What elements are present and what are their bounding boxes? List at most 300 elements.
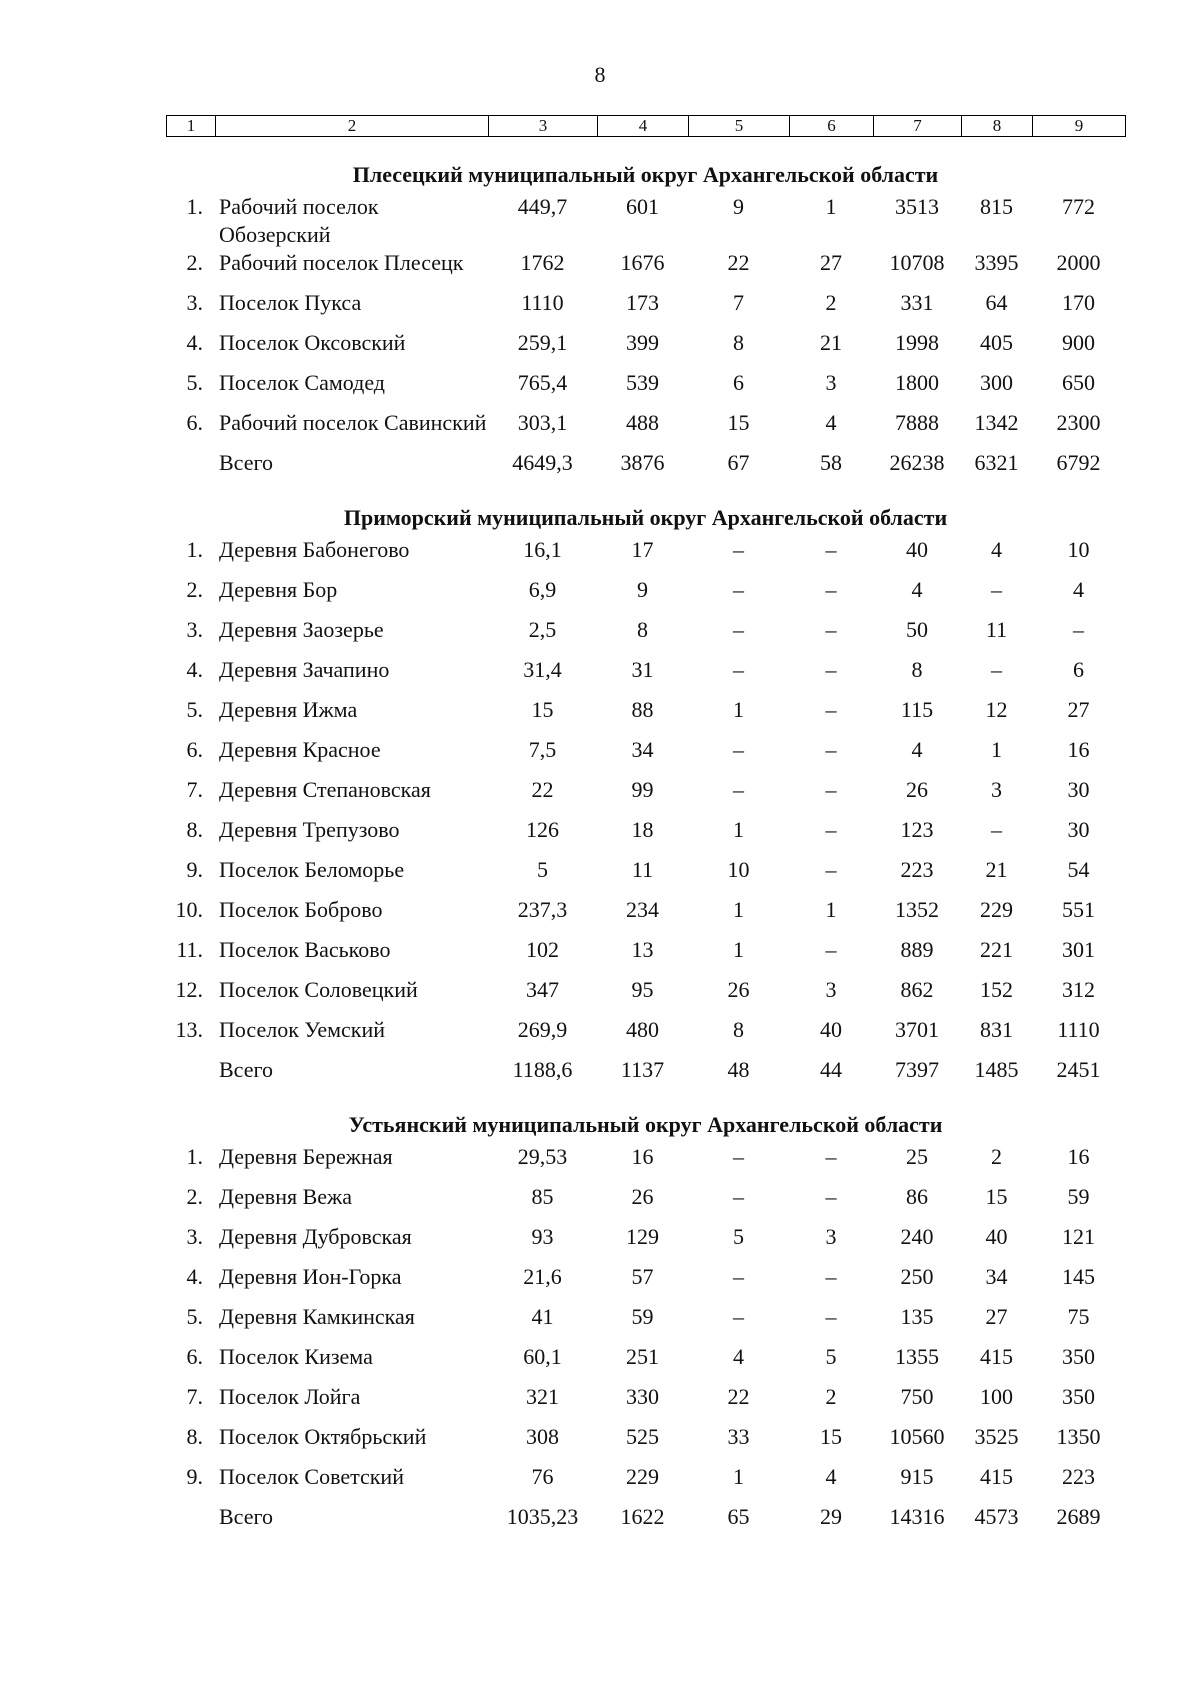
settlement-name: Поселок Уемский: [219, 1017, 386, 1042]
table-row: [166, 1263, 1125, 1303]
table-row: [166, 409, 1125, 449]
cell-col-8: 6321: [974, 450, 1019, 475]
cell-col-6: 21: [820, 330, 842, 355]
column-number-cell: 6: [790, 116, 874, 137]
cell-col-8: 4573: [974, 1504, 1019, 1529]
row-index: 3.: [186, 1224, 203, 1249]
cell-col-6: –: [825, 1184, 837, 1209]
cell-col-3: 308: [526, 1424, 559, 1449]
cell-col-4: 251: [626, 1344, 659, 1369]
district-section: [166, 160, 1125, 489]
table-row: [166, 1223, 1125, 1263]
cell-col-6: –: [825, 1144, 837, 1169]
row-index: 5.: [186, 1304, 203, 1329]
cell-col-3: 31,4: [523, 657, 562, 682]
cell-col-4: 88: [631, 697, 654, 722]
cell-col-6: –: [825, 1304, 837, 1329]
cell-col-8: 27: [985, 1304, 1008, 1329]
cell-col-7: 10560: [889, 1424, 945, 1449]
cell-col-5: 22: [727, 250, 750, 275]
cell-col-6: –: [825, 777, 837, 802]
cell-col-9: 27: [1067, 697, 1090, 722]
cell-col-7: 750: [900, 1384, 934, 1409]
cell-col-4: 99: [631, 777, 654, 802]
cell-col-3: 29,53: [517, 1144, 568, 1169]
cell-col-9: 551: [1062, 897, 1095, 922]
cell-col-9: 1110: [1057, 1017, 1100, 1042]
cell-col-8: 3395: [974, 250, 1019, 275]
cell-col-3: 321: [526, 1384, 559, 1409]
cell-col-5: –: [733, 657, 744, 682]
cell-col-9: 16: [1067, 737, 1090, 762]
settlement-name: Деревня Ижма: [219, 697, 358, 722]
cell-col-5: 4: [733, 1344, 744, 1369]
cell-col-7: 123: [900, 817, 934, 842]
cell-col-8: 831: [980, 1017, 1013, 1042]
cell-col-8: 152: [980, 977, 1013, 1002]
table-row: [166, 536, 1125, 576]
row-index: [166, 1503, 215, 1543]
cell-col-3: 765,4: [517, 370, 568, 395]
cell-col-7: 1355: [895, 1344, 939, 1369]
settlement-name: Поселок Лойга: [219, 1384, 361, 1409]
cell-col-4: 488: [626, 410, 659, 435]
total-row: [166, 1056, 1125, 1096]
cell-col-3: 126: [526, 817, 559, 842]
settlement-name: Деревня Вежа: [219, 1184, 352, 1209]
cell-col-3: 7,5: [528, 737, 557, 762]
cell-col-9: 54: [1067, 857, 1090, 882]
cell-col-7: 40: [906, 537, 928, 562]
cell-col-5: 10: [727, 857, 750, 882]
table-row: [166, 249, 1125, 289]
column-number-cell: 4: [598, 116, 689, 137]
cell-col-4: 59: [631, 1304, 654, 1329]
column-number-cell: 8: [962, 116, 1033, 137]
table-row: [166, 896, 1125, 936]
settlement-name: Деревня Красное: [219, 737, 381, 762]
cell-col-3: 303,1: [517, 410, 568, 435]
cell-col-8: 21: [985, 857, 1008, 882]
cell-col-7: 915: [900, 1464, 934, 1489]
cell-col-5: 67: [727, 450, 750, 475]
row-index: [166, 1056, 215, 1096]
cell-col-5: –: [733, 1304, 744, 1329]
row-index: 5.: [186, 370, 203, 395]
settlement-name: Поселок Кизема: [219, 1344, 373, 1369]
table-row: [166, 816, 1125, 856]
settlement-name: Деревня Заозерье: [219, 617, 384, 642]
cell-col-7: 1998: [895, 330, 939, 355]
row-index: 12.: [175, 977, 203, 1002]
page-number: 8: [594, 62, 606, 87]
cell-col-8: 64: [985, 290, 1008, 315]
cell-col-3: 16,1: [523, 537, 562, 562]
settlement-name: Деревня Ион-Горка: [219, 1264, 402, 1289]
row-index: 5.: [186, 697, 203, 722]
cell-col-5: –: [733, 1184, 744, 1209]
cell-col-6: –: [825, 537, 837, 562]
cell-col-8: 11: [985, 617, 1008, 642]
cell-col-6: 29: [820, 1504, 842, 1529]
table-row: [166, 576, 1125, 616]
cell-col-8: 221: [980, 937, 1013, 962]
cell-col-9: 6: [1073, 657, 1084, 682]
cell-col-4: 1137: [620, 1057, 665, 1082]
cell-col-7: 26238: [889, 450, 945, 475]
cell-col-8: 229: [980, 897, 1013, 922]
cell-col-5: –: [733, 537, 744, 562]
table-row: [166, 656, 1125, 696]
settlement-name: Поселок Самодед: [219, 370, 385, 395]
table-row: [166, 1303, 1125, 1343]
district-section: [166, 503, 1125, 1096]
row-index: 9.: [186, 1464, 203, 1489]
cell-col-6: 2: [825, 1384, 837, 1409]
row-index: 2.: [186, 250, 203, 275]
cell-col-4: 129: [626, 1224, 659, 1249]
cell-col-6: 1: [825, 194, 837, 219]
cell-col-5: 33: [727, 1424, 750, 1449]
table-row: [166, 1143, 1125, 1183]
table-row: [166, 1343, 1125, 1383]
cell-col-9: 301: [1062, 937, 1095, 962]
cell-col-9: 2000: [1056, 250, 1101, 275]
table-row: [166, 1383, 1125, 1423]
cell-col-5: 8: [733, 1017, 744, 1042]
table-row: [166, 193, 1125, 249]
cell-col-7: 8: [911, 657, 923, 682]
cell-col-3: 1762: [520, 250, 565, 275]
cell-col-9: 170: [1062, 290, 1095, 315]
cell-col-4: 601: [626, 194, 659, 219]
cell-col-7: 1352: [895, 897, 939, 922]
cell-col-5: 1: [733, 697, 744, 722]
cell-col-7: 25: [906, 1144, 928, 1169]
cell-col-8: 4: [991, 537, 1002, 562]
cell-col-3: 1188,6: [512, 1057, 573, 1082]
settlement-name: Поселок Советский: [219, 1464, 404, 1489]
cell-col-4: 399: [626, 330, 659, 355]
cell-col-9: 6792: [1056, 450, 1101, 475]
cell-col-3: 102: [526, 937, 559, 962]
cell-col-8: 405: [980, 330, 1013, 355]
settlement-name: Деревня Дубровская: [219, 1224, 412, 1249]
cell-col-3: 93: [531, 1224, 554, 1249]
cell-col-6: –: [825, 1264, 837, 1289]
cell-col-3: 347: [526, 977, 559, 1002]
cell-col-4: 13: [631, 937, 654, 962]
cell-col-6: –: [825, 697, 837, 722]
row-index: 1.: [186, 537, 203, 562]
table-row: [166, 329, 1125, 369]
cell-col-7: 889: [900, 937, 934, 962]
cell-col-4: 8: [637, 617, 648, 642]
cell-col-4: 17: [631, 537, 654, 562]
cell-col-8: 1485: [974, 1057, 1019, 1082]
district-section: [166, 1110, 1125, 1543]
cell-col-4: 539: [626, 370, 659, 395]
cell-col-6: 3: [825, 977, 837, 1002]
cell-col-5: 5: [733, 1224, 744, 1249]
settlement-name: Всего: [219, 1057, 273, 1082]
table-row: [166, 776, 1125, 816]
cell-col-4: 57: [631, 1264, 654, 1289]
cell-col-7: 14316: [889, 1504, 945, 1529]
column-number-cell: 3: [489, 116, 598, 137]
document-body: [166, 146, 1125, 1543]
row-index: 6.: [186, 410, 203, 435]
cell-col-8: 1342: [974, 410, 1019, 435]
cell-col-7: 7397: [895, 1057, 939, 1082]
cell-col-9: 121: [1062, 1224, 1095, 1249]
table-row: [166, 856, 1125, 896]
settlement-name: Рабочий поселок Плесецк: [219, 250, 464, 275]
cell-col-7: 3513: [895, 194, 939, 219]
cell-col-8: –: [991, 817, 1002, 842]
cell-col-6: 58: [820, 450, 842, 475]
cell-col-5: –: [733, 777, 744, 802]
row-index: 6.: [186, 737, 203, 762]
cell-col-8: 100: [980, 1384, 1013, 1409]
row-index: 10.: [175, 897, 203, 922]
cell-col-5: 7: [733, 290, 744, 315]
cell-col-6: –: [825, 937, 837, 962]
cell-col-9: 350: [1062, 1344, 1095, 1369]
settlement-name: Деревня Трепузово: [219, 817, 400, 842]
cell-col-5: –: [733, 1144, 744, 1169]
cell-col-3: 4649,3: [512, 450, 573, 475]
cell-col-7: 3701: [895, 1017, 939, 1042]
cell-col-8: 1: [991, 737, 1002, 762]
section-title: Приморский муниципальный округ Архангельской области: [343, 505, 948, 530]
cell-col-6: 3: [825, 370, 837, 395]
cell-col-8: 2: [991, 1144, 1002, 1169]
total-row: [166, 1503, 1125, 1543]
cell-col-4: 31: [631, 657, 654, 682]
settlement-name: Поселок Боброво: [219, 897, 383, 922]
cell-col-3: 6,9: [528, 577, 557, 602]
cell-col-7: 4: [911, 737, 923, 762]
cell-col-6: 40: [820, 1017, 842, 1042]
cell-col-9: 350: [1062, 1384, 1095, 1409]
settlement-name: Деревня Камкинская: [219, 1304, 415, 1329]
cell-col-5: 9: [733, 194, 744, 219]
cell-col-8: 12: [985, 697, 1008, 722]
cell-col-4: 173: [626, 290, 659, 315]
settlement-name: Деревня Бор: [219, 577, 338, 602]
cell-col-5: 6: [733, 370, 744, 395]
cell-col-4: 18: [631, 817, 654, 842]
column-number-cell: 1: [167, 116, 216, 137]
column-number-cell: 2: [216, 116, 489, 137]
cell-col-6: –: [825, 577, 837, 602]
row-index: 9.: [186, 857, 203, 882]
cell-col-7: 240: [900, 1224, 934, 1249]
cell-col-4: 26: [631, 1184, 654, 1209]
cell-col-7: 10708: [889, 250, 945, 275]
cell-col-4: 34: [631, 737, 654, 762]
table-row: [166, 1423, 1125, 1463]
row-index: 7.: [186, 777, 203, 802]
cell-col-6: 2: [825, 290, 837, 315]
cell-col-8: –: [991, 657, 1002, 682]
cell-col-5: –: [733, 737, 744, 762]
cell-col-3: 449,7: [517, 194, 568, 219]
cell-col-9: 4: [1073, 577, 1084, 602]
cell-col-7: 26: [906, 777, 928, 802]
cell-col-5: –: [733, 1264, 744, 1289]
cell-col-7: 223: [900, 857, 934, 882]
cell-col-5: 48: [727, 1057, 750, 1082]
cell-col-5: 1: [733, 937, 744, 962]
cell-col-6: 15: [820, 1424, 842, 1449]
row-index: 4.: [186, 330, 203, 355]
table-row: [166, 1016, 1125, 1056]
cell-col-5: 15: [727, 410, 750, 435]
cell-col-5: 26: [727, 977, 750, 1002]
cell-col-5: 8: [733, 330, 744, 355]
row-index: 13.: [175, 1017, 203, 1042]
cell-col-6: 5: [825, 1344, 837, 1369]
cell-col-8: –: [991, 577, 1002, 602]
settlement-table: [166, 193, 1125, 489]
cell-col-6: 27: [820, 250, 842, 275]
row-index: 4.: [186, 657, 203, 682]
cell-col-9: 145: [1062, 1264, 1095, 1289]
cell-col-9: 772: [1062, 194, 1095, 219]
cell-col-7: 115: [900, 697, 934, 722]
settlement-name: Поселок Оксовский: [219, 330, 406, 355]
cell-col-3: 21,6: [523, 1264, 562, 1289]
column-number-row: [167, 116, 1126, 137]
cell-col-8: 3525: [974, 1424, 1019, 1449]
cell-col-3: 15: [531, 697, 554, 722]
cell-col-7: 50: [906, 617, 928, 642]
cell-col-4: 11: [631, 857, 654, 882]
cell-col-6: 44: [820, 1057, 842, 1082]
cell-col-3: 22: [531, 777, 554, 802]
settlement-name: Поселок Соловецкий: [219, 977, 418, 1002]
column-number-cell: 5: [689, 116, 790, 137]
settlement-table: [166, 536, 1125, 1096]
cell-col-9: 1350: [1056, 1424, 1101, 1449]
cell-col-6: 4: [825, 1464, 837, 1489]
settlement-name: Поселок Пукса: [219, 290, 362, 315]
cell-col-4: 525: [626, 1424, 659, 1449]
settlement-name: Поселок Беломорье: [219, 857, 405, 882]
table-row: [166, 736, 1125, 776]
column-number-cell: 7: [874, 116, 962, 137]
cell-col-7: 7888: [895, 410, 939, 435]
column-number-cell: 9: [1033, 116, 1126, 137]
row-index: 11.: [176, 937, 203, 962]
cell-col-9: 30: [1067, 817, 1090, 842]
cell-col-3: 269,9: [517, 1017, 568, 1042]
cell-col-3: 5: [537, 857, 548, 882]
cell-col-9: 2300: [1056, 410, 1101, 435]
cell-col-6: –: [825, 737, 837, 762]
cell-col-7: 862: [900, 977, 934, 1002]
table-row: [166, 289, 1125, 329]
settlement-table: [166, 1143, 1125, 1543]
section-title: Плесецкий муниципальный округ Архангельской области: [352, 162, 939, 187]
table-row: [166, 936, 1125, 976]
row-index: 1.: [186, 194, 203, 219]
cell-col-6: 4: [825, 410, 837, 435]
column-number-header: [166, 115, 1126, 137]
cell-col-7: 86: [906, 1184, 928, 1209]
row-index: 6.: [186, 1344, 203, 1369]
cell-col-6: 3: [825, 1224, 837, 1249]
cell-col-9: 312: [1062, 977, 1095, 1002]
cell-col-8: 40: [985, 1224, 1008, 1249]
cell-col-7: 1800: [895, 370, 939, 395]
cell-col-4: 480: [626, 1017, 659, 1042]
row-index: 8.: [186, 1424, 203, 1449]
cell-col-8: 3: [991, 777, 1002, 802]
settlement-name: Деревня Бабонегово: [219, 537, 410, 562]
cell-col-3: 237,3: [517, 897, 568, 922]
cell-col-5: –: [733, 577, 744, 602]
cell-col-3: 76: [531, 1464, 554, 1489]
cell-col-8: 34: [985, 1264, 1008, 1289]
cell-col-8: 15: [985, 1184, 1008, 1209]
settlement-name: Рабочий поселок Обозерский: [219, 194, 379, 247]
settlement-name: Деревня Бережная: [219, 1144, 393, 1169]
cell-col-3: 1110: [521, 290, 564, 315]
cell-col-4: 1622: [620, 1504, 665, 1529]
cell-col-9: 2451: [1056, 1057, 1101, 1082]
cell-col-7: 250: [900, 1264, 934, 1289]
cell-col-5: 65: [727, 1504, 750, 1529]
section-title: Устьянский муниципальный округ Архангельской области: [348, 1112, 943, 1137]
row-index: 2.: [186, 577, 203, 602]
cell-col-4: 9: [637, 577, 648, 602]
table-row: [166, 616, 1125, 656]
cell-col-4: 95: [631, 977, 654, 1002]
table-row: [166, 1183, 1125, 1223]
cell-col-9: 16: [1067, 1144, 1090, 1169]
settlement-name: Поселок Октябрьский: [219, 1424, 427, 1449]
cell-col-4: 1676: [620, 250, 665, 275]
cell-col-4: 16: [631, 1144, 654, 1169]
cell-col-7: 4: [911, 577, 923, 602]
settlement-name: Всего: [219, 450, 273, 475]
row-index: 1.: [186, 1144, 203, 1169]
cell-col-5: 1: [733, 1464, 744, 1489]
cell-col-6: –: [825, 817, 837, 842]
cell-col-3: 85: [531, 1184, 554, 1209]
cell-col-3: 60,1: [523, 1344, 562, 1369]
cell-col-9: 30: [1067, 777, 1090, 802]
cell-col-6: 1: [825, 897, 837, 922]
cell-col-8: 415: [980, 1344, 1013, 1369]
row-index: [166, 449, 215, 489]
cell-col-9: 2689: [1056, 1504, 1101, 1529]
row-index: 2.: [186, 1184, 203, 1209]
cell-col-9: 900: [1062, 330, 1095, 355]
cell-col-5: 1: [733, 817, 744, 842]
row-index: 7.: [186, 1384, 203, 1409]
cell-col-9: 10: [1067, 537, 1090, 562]
row-index: 8.: [186, 817, 203, 842]
settlement-name: Деревня Зачапино: [219, 657, 390, 682]
settlement-name: Поселок Васьково: [219, 937, 391, 962]
settlement-name: Рабочий поселок Савинский: [219, 410, 487, 435]
cell-col-9: 75: [1067, 1304, 1090, 1329]
total-row: [166, 449, 1125, 489]
